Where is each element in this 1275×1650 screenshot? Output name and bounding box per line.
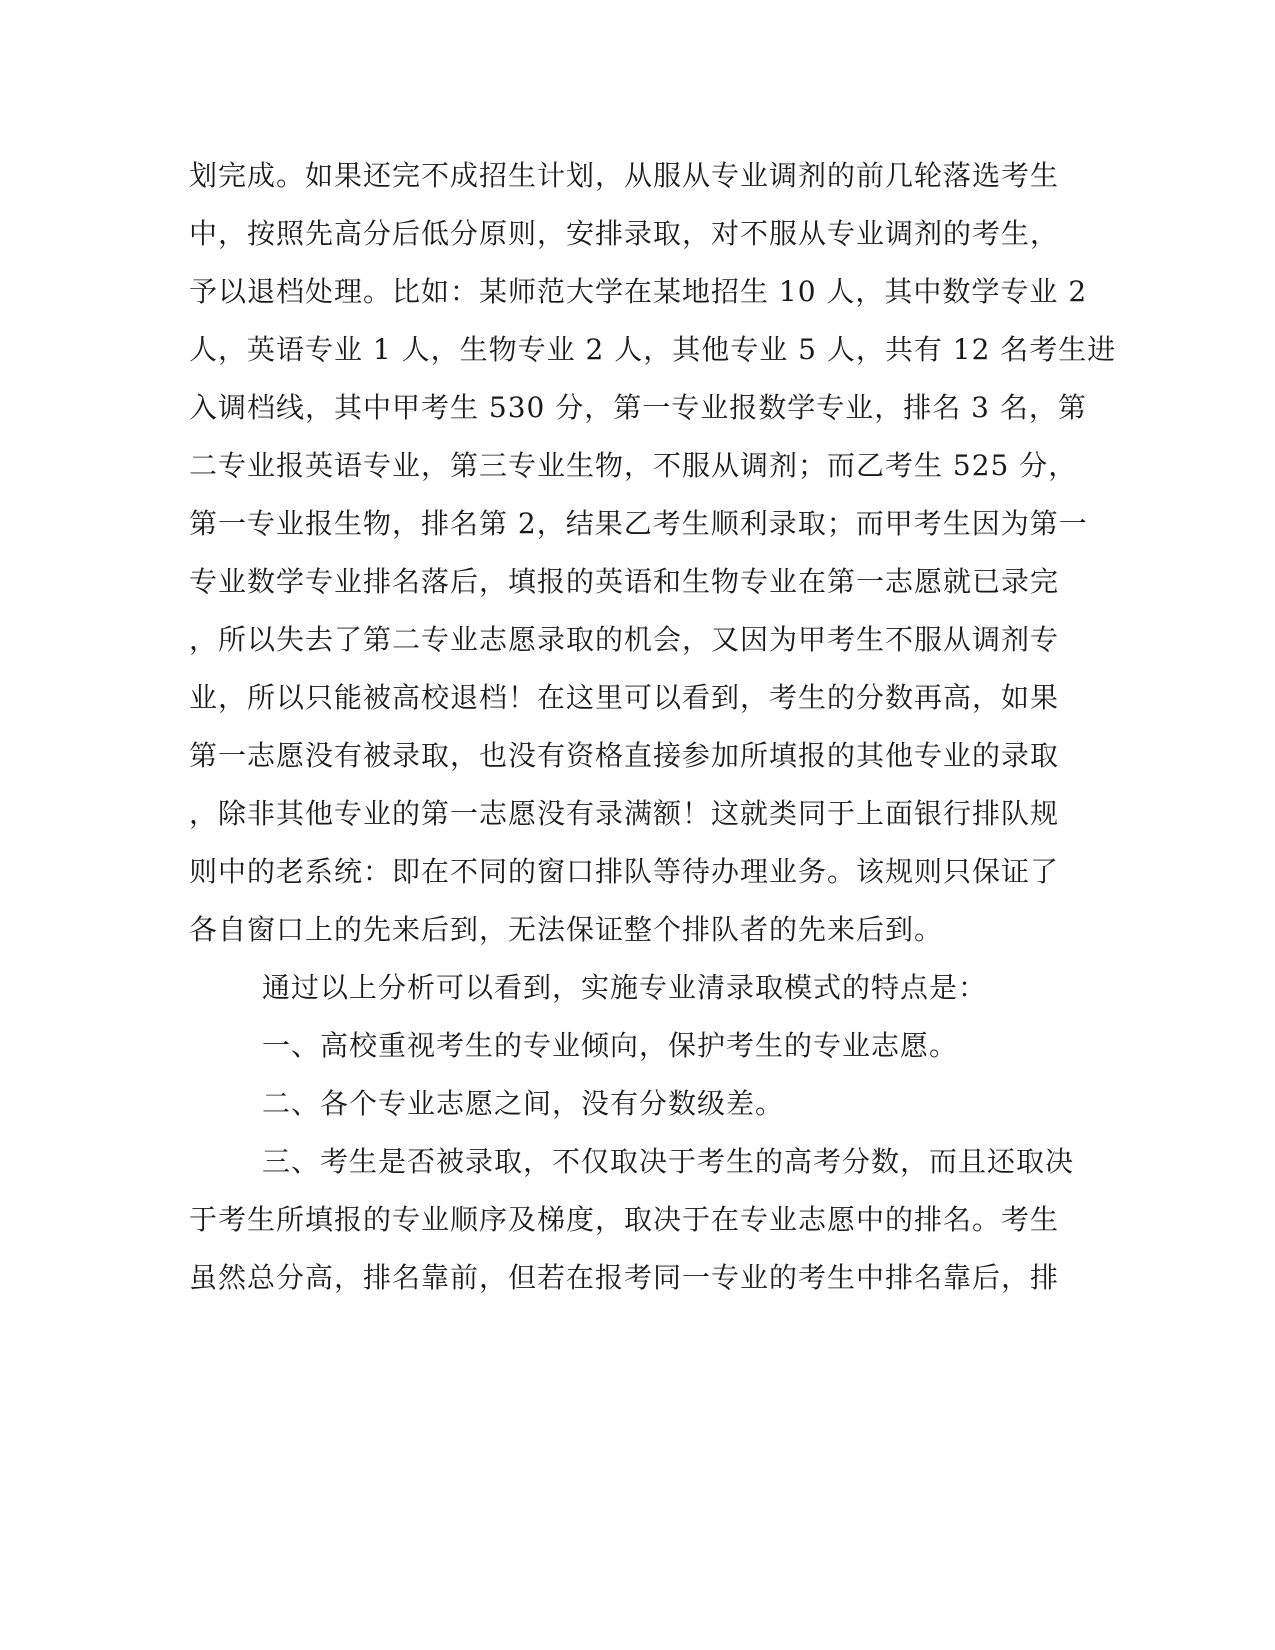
text-line: 第一专业报生物，排名第 2，结果乙考生顺利录取；而甲考生因为第一 [189, 507, 1088, 540]
text-line: 中，按照先高分后低分原则，安排录取，对不服从专业调剂的考生， [189, 217, 1060, 250]
list-item-2: 二、各个专业志愿之间，没有分数级差。 [262, 1087, 785, 1120]
text-line: ，除非其他专业的第一志愿没有录满额！这就类同于上面银行排队规 [189, 797, 1060, 830]
text-line: 第一志愿没有被录取，也没有资格直接参加所填报的其他专业的录取 [189, 739, 1060, 772]
text-line: 业，所以只能被高校退档！在这里可以看到，考生的分数再高，如果 [189, 681, 1060, 714]
paragraph-start-line: 通过以上分析可以看到，实施专业清录取模式的特点是： [262, 971, 988, 1004]
text-line: 予以退档处理。比如：某师范大学在某地招生 10 人，其中数学专业 2 [189, 275, 1088, 308]
text-line: 划完成。如果还完不成招生计划，从服从专业调剂的前几轮落选考生 [189, 159, 1060, 192]
text-line: 于考生所填报的专业顺序及梯度，取决于在专业志愿中的排名。考生 [189, 1203, 1060, 1236]
text-line: 专业数学专业排名落后，填报的英语和生物专业在第一志愿就已录完 [189, 565, 1060, 598]
text-line: 各自窗口上的先来后到，无法保证整个排队者的先来后到。 [189, 913, 944, 946]
text-line: 入调档线，其中甲考生 530 分，第一专业报数学专业，排名 3 名，第 [189, 391, 1087, 424]
text-line: 则中的老系统：即在不同的窗口排队等待办理业务。该规则只保证了 [189, 855, 1060, 888]
text-line: 二专业报英语专业，第三专业生物，不服从调剂；而乙考生 525 分， [189, 449, 1078, 482]
text-line: ，所以失去了第二专业志愿录取的机会，又因为甲考生不服从调剂专 [189, 623, 1060, 656]
list-item-3: 三、考生是否被录取，不仅取决于考生的高考分数，而且还取决 [262, 1145, 1075, 1178]
text-line: 虽然总分高，排名靠前，但若在报考同一专业的考生中排名靠后，排 [189, 1261, 1060, 1294]
list-item-1: 一、高校重视考生的专业倾向，保护考生的专业志愿。 [262, 1029, 959, 1062]
text-line: 人，英语专业 1 人，生物专业 2 人，其他专业 5 人，共有 12 名考生进 [189, 333, 1117, 366]
